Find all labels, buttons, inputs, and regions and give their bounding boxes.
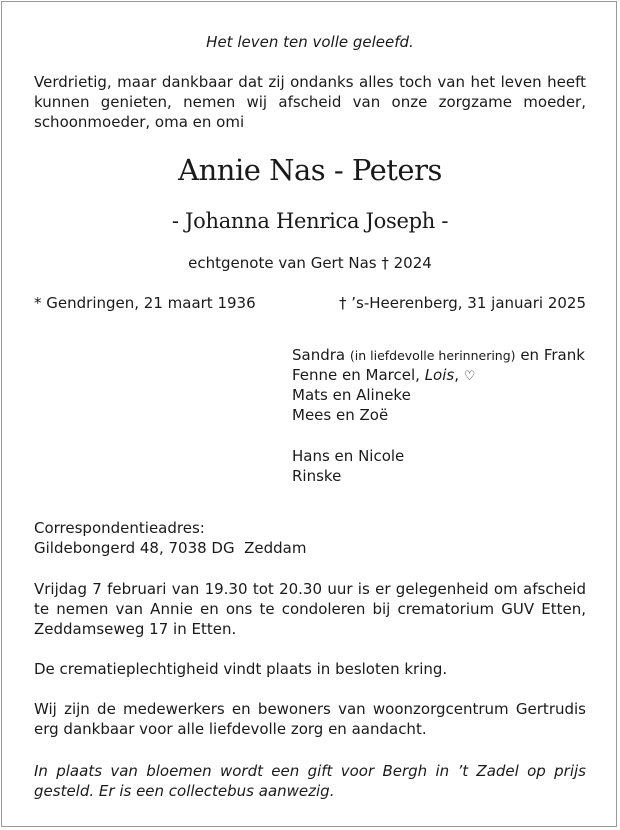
- family-name: Sandra: [292, 346, 350, 364]
- birth-line: * Gendringen, 21 maart 1936: [34, 294, 256, 312]
- family-line-3: Mats en Alineke: [292, 386, 411, 404]
- family-name: en Frank: [515, 346, 585, 364]
- intro-text: Verdrietig, maar dankbaar dat zij ondanks alles toch van het leven heeft kunnen genieten, nemen wij afscheid van onze zorgzame moeder, schoonmoeder, oma en omi: [34, 73, 586, 131]
- family-line-6: Rinske: [292, 467, 342, 485]
- farewell-text: Vrijdag 7 februari van 19.30 tot 20.30 uur is er gelegenheid om afscheid te nemen van Annie en ons te condoleren bij crematorium GUV Etten, Zeddamseweg 17 in Etten.: [34, 580, 586, 638]
- family-line-4: Mees en Zoë: [292, 406, 389, 424]
- death-line: † ’s-Heerenberg, 31 januari 2025: [339, 294, 586, 312]
- cremation-text: De crematieplechtigheid vindt plaats in besloten kring.: [34, 660, 448, 678]
- family-line-2: [292, 365, 475, 387]
- deceased-name: Annie Nas - Peters: [178, 153, 442, 187]
- separator: ,: [454, 366, 464, 384]
- family-line-5: Hans en Nicole: [292, 447, 405, 465]
- memorial-note: (in liefdevolle herinnering): [349, 348, 516, 363]
- grandchild-name: Lois: [424, 366, 455, 384]
- flowers-note: In plaats van bloemen wordt een gift voor Bergh in ’t Zadel op prijs gesteld. Er is een collectebus aanwezig.: [34, 762, 586, 800]
- deceased-full-names: - Johanna Henrica Joseph -: [171, 209, 449, 233]
- thanks-text: Wij zijn de medewerkers en bewoners van woonzorgcentrum Gertrudis erg dankbaar voor alle liefdevolle zorg en aandacht.: [34, 700, 586, 738]
- spouse-line: echtgenote van Gert Nas † 2024: [188, 254, 432, 272]
- motto: Het leven ten volle geleefd.: [206, 33, 414, 51]
- family-line-1: [292, 345, 585, 366]
- family-name: Fenne en Marcel,: [292, 366, 425, 384]
- heart-icon: ♡: [463, 369, 476, 384]
- correspondence-address: Gildebongerd 48, 7038 DG Zeddam: [34, 539, 307, 557]
- correspondence-label: Correspondentieadres:: [34, 519, 205, 537]
